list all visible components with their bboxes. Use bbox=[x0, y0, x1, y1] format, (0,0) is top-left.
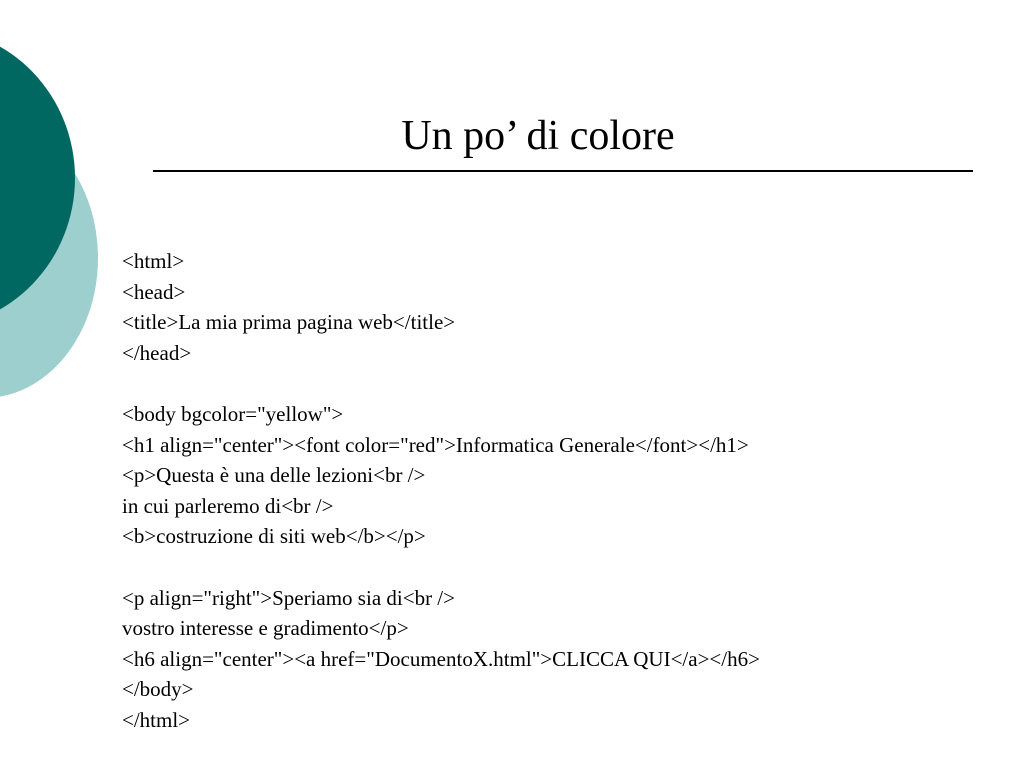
code-line: <p align="right">Speriamo sia di<br /> bbox=[122, 585, 455, 610]
code-line: </body> bbox=[122, 677, 194, 702]
code-line-blank bbox=[122, 552, 760, 583]
slide-title: Un po’ di colore bbox=[401, 113, 675, 159]
code-line: <b>costruzione di siti web</b></p> bbox=[122, 524, 426, 549]
code-line: <head> bbox=[122, 279, 186, 304]
code-line: in cui parleremo di<br /> bbox=[122, 493, 334, 518]
code-line: </head> bbox=[122, 340, 192, 365]
code-line: <h6 align="center"><a href="DocumentoX.html">CLICCA QUI</a></h6> bbox=[122, 646, 760, 671]
code-line: <p>Questa è una delle lezioni<br /> bbox=[122, 463, 426, 488]
code-line: <h1 align="center"><font color="red">Informatica Generale</font></h1> bbox=[122, 432, 749, 457]
code-line-blank bbox=[122, 368, 760, 399]
code-line: <html> bbox=[122, 249, 185, 273]
code-line: vostro interesse e gradimento</p> bbox=[122, 616, 409, 641]
code-line: <body bgcolor="yellow"> bbox=[122, 401, 344, 426]
code-line: <title>La mia prima pagina web</title> bbox=[122, 310, 456, 335]
code-line: </html> bbox=[122, 707, 191, 732]
title-divider bbox=[153, 170, 973, 172]
html-code-listing bbox=[122, 246, 760, 736]
